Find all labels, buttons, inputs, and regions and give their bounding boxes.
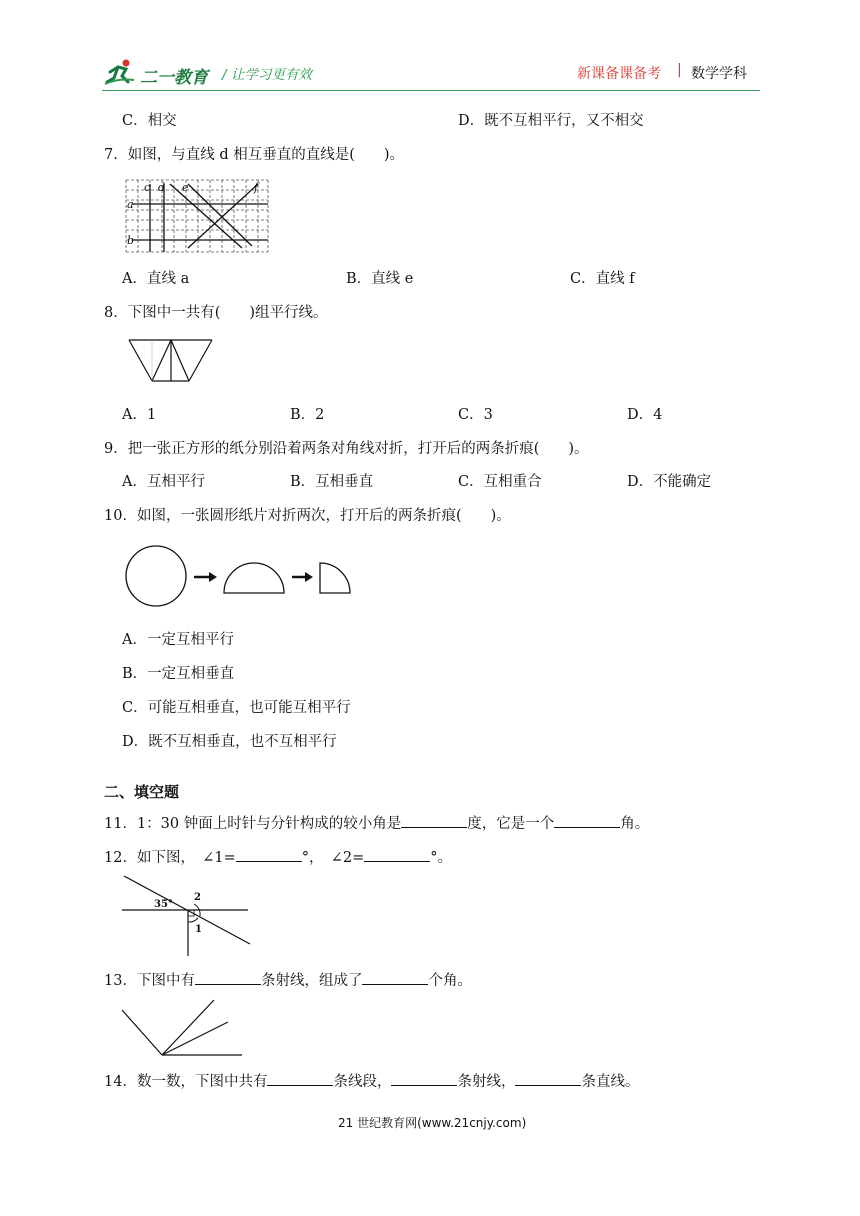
q12-text-2: °， ∠2=: [301, 850, 365, 866]
q14-line: [104, 1071, 639, 1091]
q12-line: [104, 847, 452, 867]
q11-blank-angle-type[interactable]: [554, 813, 620, 828]
q7-label-b: b: [127, 234, 135, 247]
q7-stem: 7．如图，与直线 d 相互垂直的直线是( )。: [104, 147, 405, 163]
q12-label-35: 35°: [154, 899, 173, 910]
q13-text-1: 13．下图中有: [104, 973, 195, 989]
q12-label-1: 1: [195, 924, 202, 935]
q9-stem: 9．把一张正方形的纸分别沿着两条对角线对折，打开后的两条折痕( )。: [104, 441, 589, 457]
q7-option-a: A．直线 a: [122, 271, 190, 287]
q7-grid-figure: [124, 178, 270, 254]
q8-option-b: B．2: [290, 407, 325, 423]
section-title-fill-in: 二、填空题: [104, 783, 180, 801]
q14-text-4: 条直线。: [581, 1074, 640, 1090]
q14-text-3: 条射线，: [457, 1074, 516, 1090]
q11-line: [104, 813, 649, 833]
q6-option-c: C．相交: [122, 113, 177, 129]
q11-text-1: 11．1：30 钟面上时针与分针构成的较小角是: [104, 816, 402, 832]
q12-label-2: 2: [194, 892, 201, 903]
q7-label-d: d: [158, 181, 166, 194]
q13-text-2: 条射线，组成了: [260, 973, 363, 989]
header-rule: [102, 90, 760, 91]
q12-text-1: 12．如下图， ∠1=: [104, 850, 236, 866]
q11-text-3: 角。: [620, 816, 650, 832]
q7-option-b: B．直线 e: [346, 271, 414, 287]
q8-option-d: D．4: [627, 407, 663, 423]
q11-text-2: 度，它是一个: [467, 816, 555, 832]
q8-option-c: C．3: [458, 407, 493, 423]
q7-option-c: C．直线 f: [570, 271, 635, 287]
q10-stem: 10．如图，一张圆形纸片对折两次，打开后的两条折痕( )。: [104, 508, 511, 524]
q13-blank-rays[interactable]: [195, 970, 261, 985]
q7-label-a: a: [127, 198, 134, 211]
q12-angle-figure: [120, 872, 252, 958]
q11-blank-degrees[interactable]: [401, 813, 467, 828]
q9-option-c: C．互相重合: [458, 474, 542, 490]
q8-option-a: A．1: [122, 407, 157, 423]
q7-label-f: f: [254, 181, 259, 194]
header-divider: |: [677, 62, 682, 78]
q8-stem: 8．下图中一共有( )组平行线。: [104, 305, 328, 321]
q13-line: [104, 970, 472, 990]
page-footer: 21 世纪教育网(www.21cnjy.com): [338, 1116, 527, 1130]
q12-blank-angle2[interactable]: [364, 847, 430, 862]
q8-trapezoid-figure: [128, 338, 214, 384]
q13-text-3: 个角。: [428, 973, 472, 989]
logo-runner-icon: [104, 58, 136, 86]
q7-label-c: c: [144, 181, 151, 194]
header-slogan: / 让学习更有效: [222, 67, 312, 83]
q14-text-1: 14．数一数，下图中共有: [104, 1074, 268, 1090]
q10-option-a: A．一定互相平行: [122, 632, 234, 648]
q9-option-d: D．不能确定: [627, 474, 712, 490]
q9-option-a: A．互相平行: [122, 474, 205, 490]
q14-blank-rays[interactable]: [391, 1071, 457, 1086]
q12-blank-angle1[interactable]: [236, 847, 302, 862]
q14-blank-lines[interactable]: [515, 1071, 581, 1086]
logo-text: 二一教育: [140, 68, 208, 88]
q14-blank-segments[interactable]: [267, 1071, 333, 1086]
q12-text-3: °。: [430, 850, 453, 866]
q13-blank-angles[interactable]: [362, 970, 428, 985]
q10-option-c: C．可能互相垂直，也可能互相平行: [122, 700, 351, 716]
q9-option-b: B．互相垂直: [290, 474, 374, 490]
q7-label-e: e: [182, 181, 189, 194]
q10-option-d: D．既不互相垂直，也不互相平行: [122, 734, 337, 750]
q10-option-b: B．一定互相垂直: [122, 666, 235, 682]
q6-option-d: D．既不互相平行，又不相交: [458, 113, 644, 129]
page-header: [0, 0, 860, 95]
header-course-label: 新课备课备考: [577, 66, 661, 82]
header-subject-label: 数学学科: [691, 66, 747, 82]
q14-text-2: 条线段，: [333, 1074, 392, 1090]
q13-rays-figure: [120, 998, 246, 1060]
q10-circle-fold-figure: [124, 544, 354, 610]
